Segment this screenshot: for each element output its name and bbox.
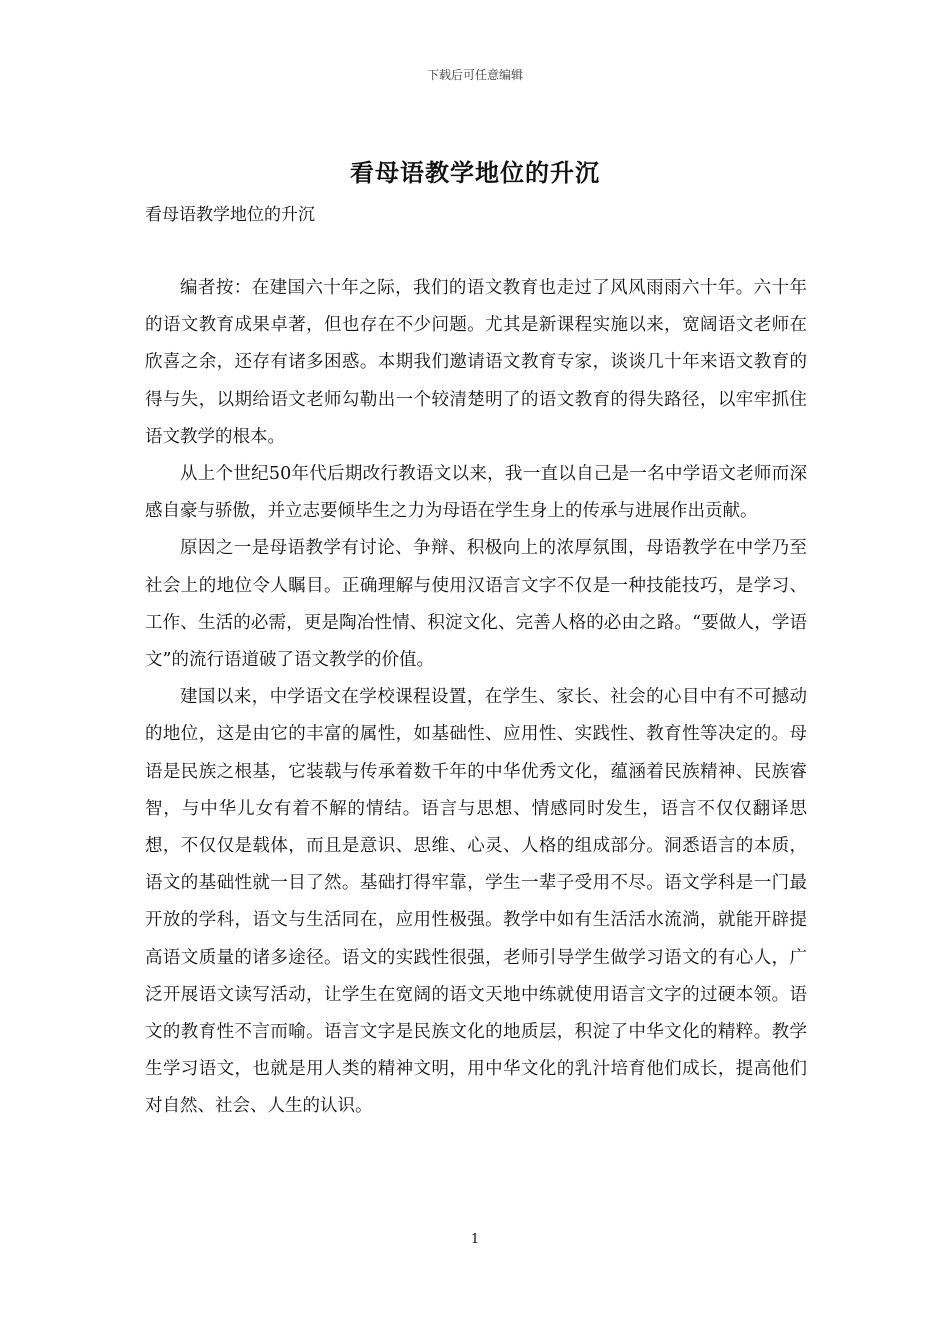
paragraph: 从上个世纪50年代后期改行教语文以来，我一直以自己是一名中学语文老师而深感自豪与骄傲，并立志要倾毕生之力为母语在学生身上的传承与进展作出贡献。: [145, 464, 807, 522]
document-subtitle: 看母语教学地位的升沉: [145, 205, 315, 225]
paragraph-editor-note: 编者按：在建国六十年之际，我们的语文教育也走过了风风雨雨六十年。六十年的语文教育成果卓著，但也存在不少问题。尤其是新课程实施以来，宽阔语文老师在欣喜之余，还存有诸多困惑。本期我们邀请语文教育专家，谈谈几十年来语文教育的得与失，以期给语文老师勾勒出一个较清楚明了的语文教育的得失路径，以牢牢抓住语文教学的根本。: [145, 278, 807, 447]
document-body: [145, 270, 807, 1126]
paragraph: 原因之一是母语教学有讨论、争辩、积极向上的浓厚氛围，母语教学在中学乃至社会上的地位令人瞩目。正确理解与使用汉语言文字不仅是一种技能技巧，是学习、工作、生活的必需，更是陶冶性情、积淀文化、完善人格的必由之路。“要做人，学语文”的流行语道破了语文教学的价值。: [145, 538, 807, 671]
paragraph: 建国以来，中学语文在学校课程设置，在学生、家长、社会的心目中有不可撼动的地位，这是由它的丰富的属性，如基础性、应用性、实践性、教育性等决定的。母语是民族之根基，它装载与传承着数千年的中华优秀文化，蕴涵着民族精神、民族睿智，与中华儿女有着不解的情结。语言与思想、情感同时发生，语言不仅仅翻译思想，不仅仅是载体，而且是意识、思维、心灵、人格的组成部分。洞悉语言的本质，语文的基础性就一目了然。基础打得牢靠，学生一辈子受用不尽。语文学科是一门最开放的学科，语文与生活同在，应用性极强。教学中如有生活活水流淌，就能开辟提高语文质量的诸多途径。语文的实践性很强，老师引导学生做学习语文的有心人，广泛开展语文读写活动，让学生在宽阔的语文天地中练就使用语言文字的过硬本领。语文的教育性不言而喻。语言文字是民族文化的地质层，积淀了中华文化的精粹。教学生学习语文，也就是用人类的精神文明，用中华文化的乳汁培育他们成长，提高他们对自然、社会、人生的认识。: [145, 687, 807, 1117]
page-number: 1: [470, 1232, 480, 1247]
header-note: 下载后可任意编辑: [426, 68, 523, 82]
document-title: 看母语教学地位的升沉: [350, 158, 600, 187]
